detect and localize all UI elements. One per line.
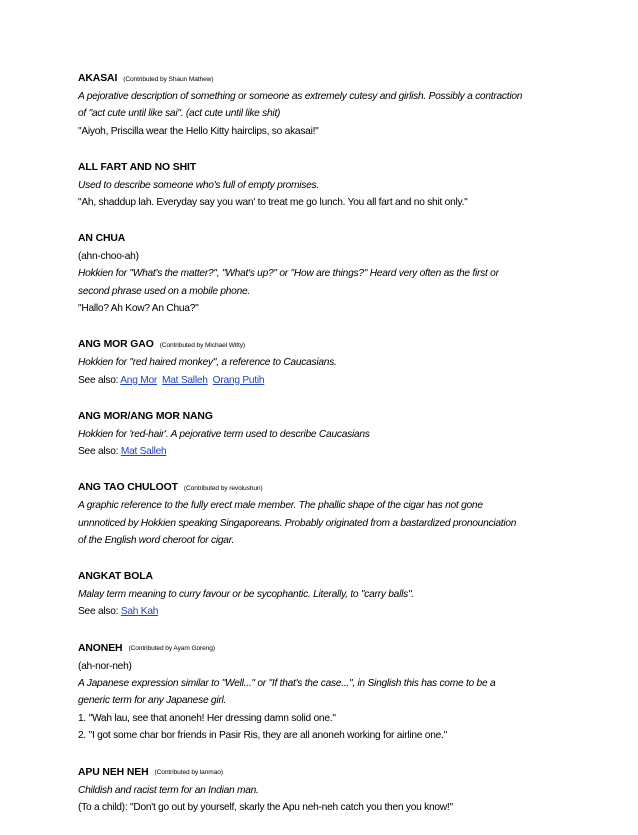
example-line: "Ah, shaddup lah. Everyday say you wan' to treat me go lunch. You all fart and no shit only." xyxy=(78,196,468,208)
entry-apu-neh-neh xyxy=(78,764,578,817)
contributor-note: (Contributed by Shaun Mathew) xyxy=(123,75,214,83)
definition-line: unnnoticed by Hokkien speaking Singaporeans. Probably originated from a bastardized pronounciation xyxy=(78,517,517,529)
definition-line: A pejorative description of something or someone as extremely cutesy and girlish. Possibly a contraction xyxy=(78,90,523,102)
entry-angkat-bola xyxy=(78,568,578,620)
entry-heading xyxy=(78,408,578,425)
definition-line: Used to describe someone who's full of empty promises. xyxy=(78,179,319,191)
entry-term: ANG MOR/ANG MOR NANG xyxy=(78,411,213,423)
definition-line: second phrase used on a mobile phone. xyxy=(78,285,250,297)
entry-ang-mor-gao xyxy=(78,336,578,389)
see-also-link-mat-salleh[interactable]: Mat Salleh xyxy=(162,374,208,386)
see-also-line xyxy=(78,372,578,389)
definition-line: Malay term meaning to curry favour or be sycophantic. Literally, to "carry balls". xyxy=(78,588,414,600)
entry-heading xyxy=(78,159,578,176)
entry-all-fart-and-no-shit xyxy=(78,159,578,211)
example-line: (To a child): "Don't go out by yourself, skarly the Apu neh-neh catch you then you know!" xyxy=(78,801,453,813)
contributor-note: (Contributed by lanmao) xyxy=(154,769,223,777)
see-also-label: See also: xyxy=(78,445,119,457)
entry-term: ANG MOR GAO xyxy=(78,339,154,351)
entry-heading xyxy=(78,764,578,782)
see-also-label: See also: xyxy=(78,606,119,618)
entry-ang-tao-chuloot xyxy=(78,479,578,549)
see-also-line xyxy=(78,443,578,460)
pronunciation-line: (ah-nor-neh) xyxy=(78,660,132,672)
entry-akasai xyxy=(78,70,578,140)
definition-line: A graphic reference to the fully erect male member. The phallic shape of the cigar has not gone xyxy=(78,500,483,512)
see-also-link-mat-salleh[interactable]: Mat Salleh xyxy=(120,445,167,457)
see-also-link-ang-mor[interactable]: Ang Mor xyxy=(120,374,158,386)
contributor-note: (Contributed by revolushun) xyxy=(183,484,263,492)
definition-line: Childish and racist term for an Indian man. xyxy=(78,784,259,796)
entry-ang-mor-nang xyxy=(78,408,578,460)
example-line: "Hallo? Ah Kow? An Chua?" xyxy=(78,302,199,314)
entry-heading xyxy=(78,479,578,497)
see-also-link-sah-kah[interactable]: Sah Kah xyxy=(120,606,159,618)
entry-term: ANG TAO CHULOOT xyxy=(78,482,178,494)
entry-term: ANGKAT BOLA xyxy=(78,571,153,583)
example-line: "Aiyoh, Priscilla wear the Hello Kitty hairclips, so akasai!" xyxy=(78,125,319,137)
example-line: 2. "I got some char bor friends in Pasir Ris, they are all anoneh working for airline one." xyxy=(78,730,447,742)
entry-term: ANONEH xyxy=(78,642,123,654)
entry-term: AN CHUA xyxy=(78,233,126,245)
see-also-line xyxy=(78,603,578,620)
definition-line: generic term for any Japanese girl. xyxy=(78,695,227,707)
entry-an-chua xyxy=(78,230,578,317)
see-also-label: See also: xyxy=(78,374,119,386)
entry-heading xyxy=(78,230,578,247)
definition-line: of the English word cheroot for cigar. xyxy=(78,535,235,547)
entry-heading xyxy=(78,568,578,585)
document-page xyxy=(78,70,578,835)
entry-term: ALL FART AND NO SHIT xyxy=(78,162,197,174)
see-also-link-orang-putih[interactable]: Orang Putih xyxy=(212,374,265,386)
entry-term: APU NEH NEH xyxy=(78,766,149,778)
definition-line: Hokkien for "What's the matter?", "What's up?" or "How are things?" Heard very often as the first or xyxy=(78,268,499,280)
contributor-note: (Contributed by Michael Witty) xyxy=(159,341,245,349)
entry-term: AKASAI xyxy=(78,73,118,84)
definition-line: Hokkien for 'red-hair'. A pejorative term used to describe Caucasians xyxy=(78,428,370,440)
example-line: 1. "Wah lau, see that anoneh! Her dressing damn solid one." xyxy=(78,712,336,724)
pronunciation-line: (ahn-choo-ah) xyxy=(78,250,139,262)
entry-heading xyxy=(78,336,578,354)
contributor-note: (Contributed by Ayam Goreng) xyxy=(128,645,215,653)
definition-line: of "act cute until like sai". (act cute until like shit) xyxy=(78,108,281,120)
entry-heading xyxy=(78,70,578,88)
definition-line: A Japanese expression similar to "Well..." or "If that's the case...", in Singlish this has come to be a xyxy=(78,677,496,689)
definition-line: Hokkien for "red haired monkey", a reference to Caucasians. xyxy=(78,357,337,369)
entry-anoneh xyxy=(78,640,578,745)
entry-heading xyxy=(78,640,578,658)
